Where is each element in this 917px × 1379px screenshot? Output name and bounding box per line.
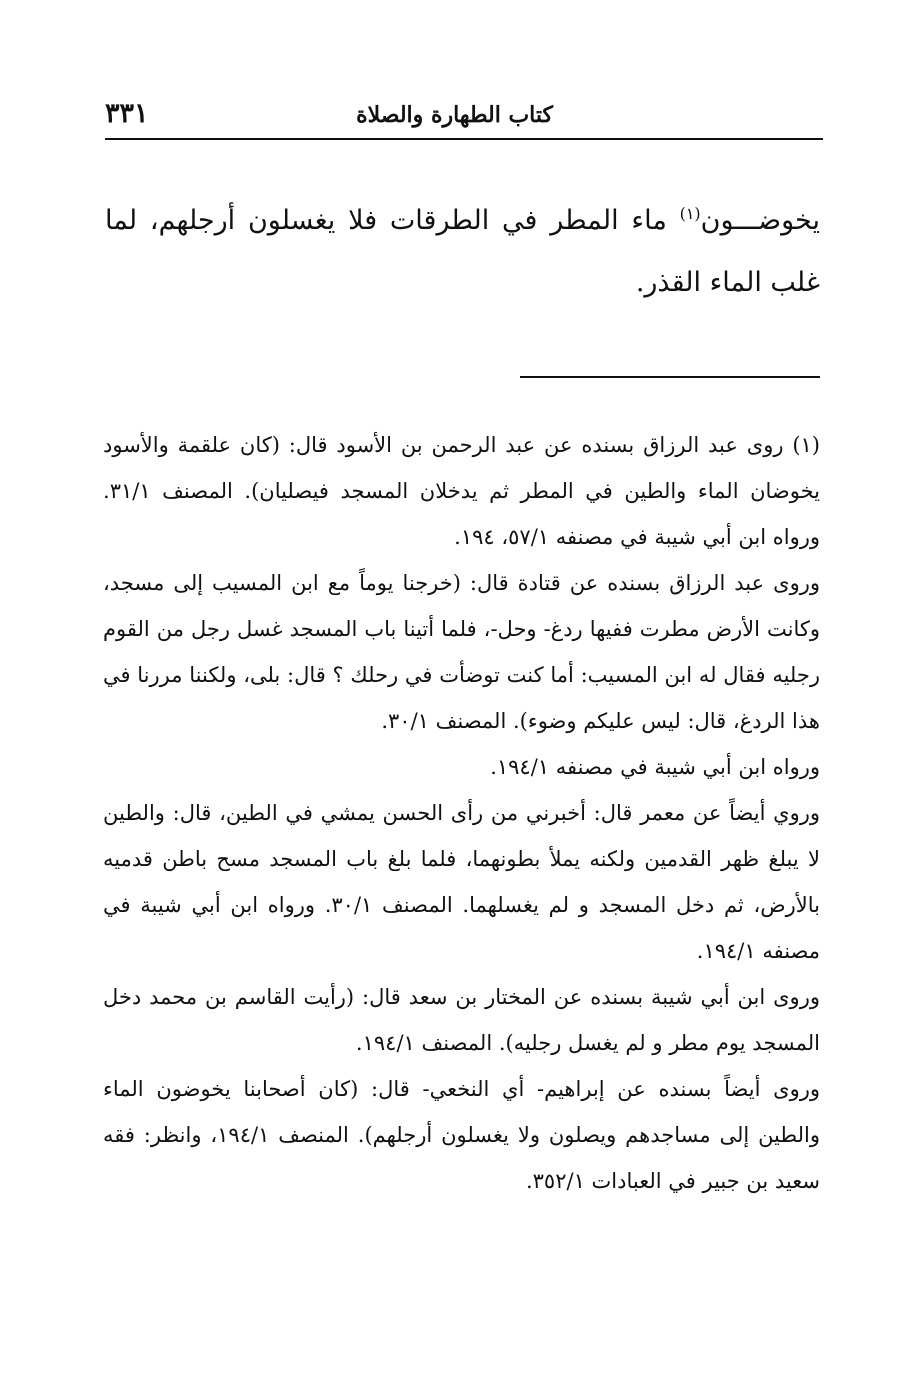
- book-title: كتاب الطهارة والصلاة: [356, 102, 553, 128]
- footnote-paragraph: (١) روى عبد الرزاق بسنده عن عبد الرحمن بن الأسود قال: (كان علقمة والأسود يخوضان الماء والطين في المطر ثم يدخلان المسجد فيصليان). المصنف ٣١/١. ورواه ابن أبي شيبة في مصنفه ٥٧/١، ١٩٤.: [103, 433, 820, 549]
- footnote-paragraph: وروى عبد الرزاق بسنده عن قتادة قال: (خرجنا يوماً مع ابن المسيب إلى مسجد، وكانت الأرض مطرت ففيها ردغ- وحل-، فلما أتينا باب المسجد غسل رجل من القوم رجليه فقال له ابن المسيب: أما كنت توضأت في رحلك ؟ قال: بلى، ولكننا مررنا في هذا الردغ، قال: ليس عليكم وضوء). المصنف ٣٠/١.: [103, 571, 820, 733]
- footnotes: [103, 422, 820, 1204]
- main-text-end: ماء المطر في الطرقات فلا يغسلون أرجلهم، لما غلب الماء القذر.: [105, 205, 820, 298]
- footnote-reference: (١): [679, 204, 701, 223]
- page-number: ٣٣١: [105, 98, 149, 129]
- footnote-paragraph: وروى ابن أبي شيبة بسنده عن المختار بن سعد قال: (رأيت القاسم بن محمد دخل المسجد يوم مطر و لم يغسل رجليه). المصنف ١٩٤/١.: [103, 985, 820, 1055]
- footnote-paragraph: ورواه ابن أبي شيبة في مصنفه ١٩٤/١.: [490, 755, 820, 779]
- main-text: [105, 190, 820, 314]
- footnote-separator: [520, 376, 820, 378]
- running-header: [105, 98, 823, 140]
- footnote-paragraph: وروي أيضاً عن معمر قال: أخبرني من رأى الحسن يمشي في الطين، قال: والطين لا يبلغ ظهر القدمين ولكنه يملأ بطونهما، فلما بلغ باب المسجد مسح باطن قدميه بالأرض، ثم دخل المسجد و لم يغسلهما. المصنف ٣٠/١. ورواه ابن أبي شيبة في مصنفه ١٩٤/١.: [103, 801, 821, 963]
- footnote-paragraph: وروى أيضاً بسنده عن إبراهيم- أي النخعي- قال: (كان أصحابنا يخوضون الماء والطين إلى مساجدهم ويصلون ولا يغسلون أرجلهم). المنصف ١٩٤/١، وانظر: فقه سعيد بن جبير في العبادات ٣٥٢/١.: [103, 1077, 820, 1193]
- main-text-start: يخوضـــون: [700, 205, 820, 236]
